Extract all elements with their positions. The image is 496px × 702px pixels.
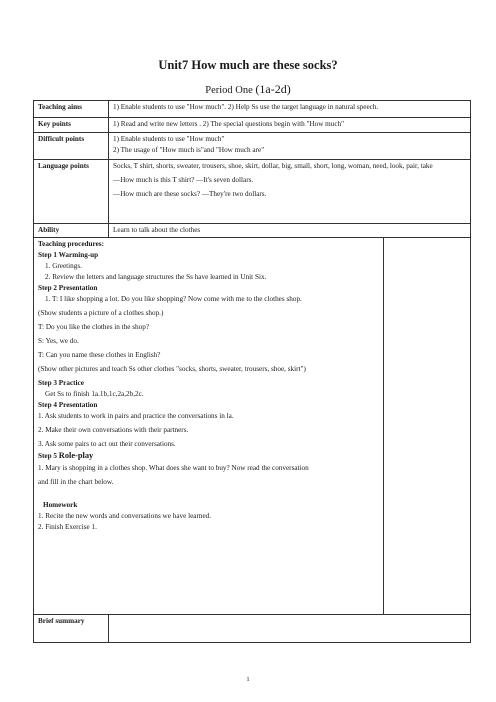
row-difficult-points: [34, 133, 471, 160]
difficult-points-cell: [109, 133, 471, 160]
lesson-title: Unit7 How much are these socks?: [158, 58, 338, 72]
step-5-name: Role-play: [58, 451, 94, 460]
dialog-line-1: —How much is this T shirt? —It's seven dollars.: [113, 176, 254, 184]
period-subtitle: [0, 82, 496, 97]
row-language-points: [34, 160, 471, 224]
step-3-heading: Step 3 Practice: [38, 379, 84, 387]
step-4-item-3: 3. Ask some pairs to act out their conversations.: [38, 440, 176, 448]
step-2-item-2: (Show students a picture of a clothes shop.): [38, 309, 164, 317]
row-teaching-aims: [34, 101, 471, 118]
homework-item-2: 2. Finish Exercise 1.: [38, 522, 97, 531]
period-range: (1a-2d): [255, 82, 291, 96]
row-ability: [34, 224, 471, 238]
step-1-item-1: 1. Greetings.: [45, 262, 82, 270]
row-procedures: [34, 238, 471, 615]
step-2-item-3: T: Do you like the clothes in the shop?: [38, 323, 150, 331]
brief-summary-text: [109, 615, 471, 643]
key-points-text: 1) Read and write new letters . 2) The special questions begin with "How much": [109, 118, 471, 133]
ability-text: Learn to talk about the clothes: [109, 224, 471, 238]
step-5-prefix: Step 5: [38, 452, 59, 460]
teaching-aims-label: Teaching aims: [34, 101, 109, 118]
difficult-point-2: 2) The usage of "How much is"and "How much are": [113, 146, 265, 154]
ability-label: Ability: [34, 224, 109, 238]
step-2-item-1: 1. T: I like shopping a lot. Do you like shopping? Now come with me to the clothes shop.: [45, 295, 302, 303]
step-2-item-4: S: Yes, we do.: [38, 337, 79, 345]
step-2-item-6: (Show other pictures and teach Ss other clothes "socks, shorts, sweater, trousers, shoe, skirt"): [38, 365, 306, 373]
step-5-item-2: and fill in the chart below.: [38, 477, 114, 486]
teaching-aims-text: 1) Enable students to use "How much". 2) Help Ss use the target language in natural speech.: [109, 101, 471, 118]
procedures-heading: Teaching procedures:: [38, 240, 104, 248]
step-4-item-1: 1. Ask students to work in pairs and practice the conversations in la.: [38, 412, 234, 420]
dialog-line-2: —How much are these socks? —They're two dollars.: [113, 190, 267, 198]
step-5-heading: [38, 451, 379, 462]
step-1-heading: Step 1 Warming-up: [38, 251, 99, 259]
step-4-heading: Step 4 Presentation: [38, 401, 98, 409]
step-4-item-2: 2. Make their own conversations with their partners.: [38, 426, 189, 434]
period-label: Period One: [205, 85, 253, 96]
procedures-notes-cell: [384, 238, 471, 615]
difficult-point-1: 1) Enable students to use "How much": [113, 135, 225, 143]
language-points-label: Language points: [34, 160, 109, 224]
homework-item-1: 1. Recite the new words and conversations we have learned.: [38, 511, 212, 520]
homework-heading: Homework: [43, 500, 78, 509]
step-2-heading: Step 2 Presentation: [38, 284, 98, 292]
vocabulary-list: Socks, T shirt, shorts, sweater, trousers, shoe, skirt, dollar, big, small, short, long, woman, need, look, pair, take: [113, 162, 433, 170]
lesson-plan-table: [33, 100, 471, 643]
step-5-item-1: 1. Mary is shopping in a clothes shop. What does she want to buy? Now read the conversation: [38, 463, 309, 472]
step-2-item-5: T: Can you name these clothes in English?: [38, 351, 161, 359]
key-points-label: Key points: [34, 118, 109, 133]
procedures-cell: [34, 238, 384, 615]
language-points-cell: [109, 160, 471, 224]
brief-summary-label: Brief summary: [34, 615, 109, 643]
page-number: 1: [246, 676, 250, 683]
row-brief-summary: [34, 615, 471, 643]
step-1-item-2: 2. Review the letters and language structures the Ss have learned in Unit Six.: [45, 273, 267, 281]
row-key-points: [34, 118, 471, 133]
difficult-points-label: Difficult points: [34, 133, 109, 160]
step-3-item-1: Get Ss to finish 1a.1b,1c,2a,2b,2c.: [45, 390, 144, 398]
